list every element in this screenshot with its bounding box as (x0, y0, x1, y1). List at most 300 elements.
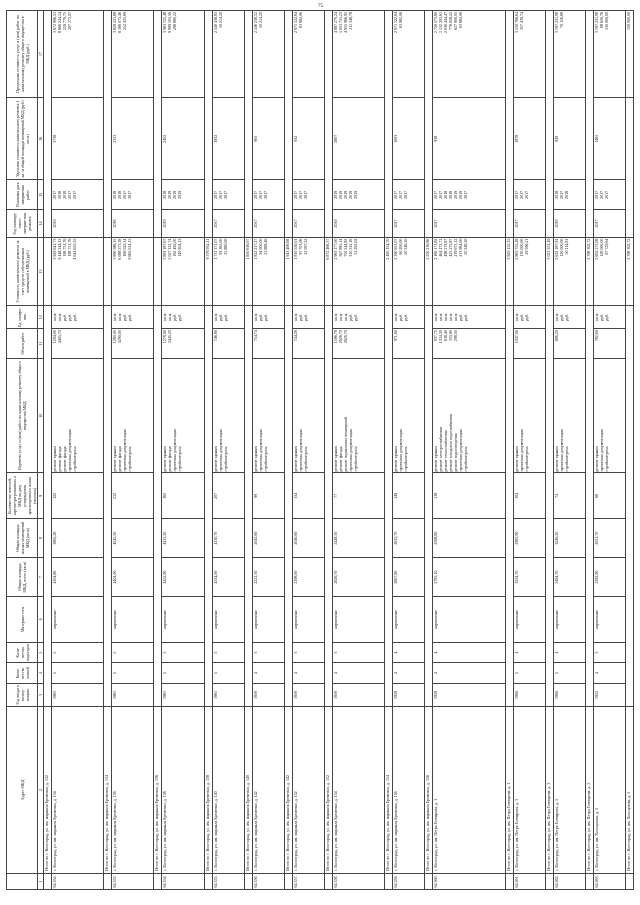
row-number: 64.354. (162, 873, 204, 889)
unit-cost: 1878 (513, 98, 545, 180)
header-cell: Коли-чество этажей (7, 663, 38, 684)
planned-date-line: 2019 (172, 190, 178, 199)
unit-line: кв.м (112, 313, 118, 321)
planned-date-line: 2018 (62, 190, 67, 199)
row-number: 64.355. (212, 873, 244, 889)
living-area: 2040,60 (292, 519, 324, 558)
address: г. Волгоград, ул. им. маршала Еременко, д. 156 (393, 706, 425, 873)
cost-line: 5 027 122,74 (167, 238, 173, 260)
planned-date-line: 2017 (292, 190, 298, 199)
unit-line: руб. (127, 313, 133, 321)
total-label: Итого по г. Волгоград, ул. им. маршала Еременко, д. 132 (44, 706, 52, 873)
cost (112, 237, 154, 306)
works (162, 358, 204, 472)
cost-line: 192 492,00 (172, 238, 178, 257)
unit (292, 306, 324, 329)
planned-date-line: 2017 (212, 190, 218, 199)
total-cost: 1 850 616,07 (244, 237, 252, 306)
planned-date-line: 2019 (458, 190, 464, 199)
total-spacer (204, 11, 212, 238)
address: г. Волгоград, ул. им. маршала Еременко, д. 136 (112, 706, 154, 873)
address: г. Волгоград, ул. им. Петра Гончарова, д. 3 (513, 706, 545, 873)
cost-line: 239 675,12 (453, 238, 459, 257)
works-line: ремонт крыши (52, 446, 57, 472)
total-label: Итого по г. Волгоград, ул. им. маршала Еременко, д. 142 (284, 706, 292, 873)
works-line: проектная документация (518, 429, 524, 472)
total-cost: 3 023 351,49 (545, 237, 553, 306)
limit-cost-line: 1 132 203,61 (438, 12, 444, 33)
row-num-empty (284, 873, 292, 889)
total-spacer (284, 11, 292, 238)
residents: 232 (112, 473, 154, 519)
total-spacer (585, 306, 593, 707)
year-built: 1961 (112, 684, 154, 707)
volume-line: 2626,70 (342, 330, 348, 344)
planned-date-line: 2017 (122, 190, 128, 199)
column-number: 1 (38, 873, 44, 889)
cost-line: 67 729,64 (603, 238, 609, 255)
works (252, 358, 284, 472)
limit-cost (393, 11, 425, 98)
row-num-empty (44, 873, 52, 889)
address: г. Волгоград, ул. им. маршала Еременко, д. 134 (52, 706, 104, 873)
residents: 99 (252, 473, 284, 519)
year-built: 1959 (292, 684, 324, 707)
floors: 5 (52, 663, 104, 684)
cost-line: 1 810 550,01 (292, 238, 298, 260)
volume-line: 3290,00 (117, 330, 123, 344)
living-area: 2448,50 (332, 519, 384, 558)
address: г. Волгоград, ул. им. маршала Еременко, д. 140 (212, 706, 244, 873)
limit-cost-line: 259 779,75 (62, 12, 67, 30)
table-row (433, 11, 505, 890)
volume (162, 329, 204, 359)
total-label: Итого по г. Волгоград, ул. им. Петра Гончарова, д. 1 (505, 706, 513, 873)
planned-date-line: 2017 (67, 190, 72, 199)
volume-line: 333,90 (448, 330, 454, 342)
unit-line: руб. (403, 313, 409, 321)
cost-line: 2 602 573,08 (593, 238, 599, 260)
unit (252, 306, 284, 329)
planned-date-line: 2017 (222, 190, 228, 199)
volume (593, 329, 625, 359)
total-row (385, 11, 393, 890)
limit-cost-line: 2 971 122,64 (292, 12, 298, 33)
limit-cost-line: 211 348,78 (347, 12, 353, 30)
wall-material: кирпичные (393, 597, 425, 643)
total-cost: 2 798 302,72 (585, 237, 593, 306)
wall-material: кирпичные (112, 597, 154, 643)
unit-line: кв.м (117, 313, 123, 321)
limit-cost-line: 3 672 996,51 (52, 12, 57, 33)
header-cell: Ед. измере-ния (7, 306, 38, 329)
row-number: 64.359. (393, 873, 425, 889)
total-spacer (385, 306, 393, 707)
unit-line: руб. (72, 313, 77, 321)
completion-year: 2017 (292, 210, 324, 237)
cost-line: 21 889,46 (262, 238, 268, 255)
total-label: Итого по г. Волгоград, ул. им. Петра Гончарова, д. 5 (585, 706, 593, 873)
entrances: 3 (332, 642, 384, 663)
limit-cost-line: 2 971 122,64 (393, 12, 399, 33)
floors: 4 (593, 663, 625, 684)
cost-line: 22 097,52 (302, 238, 308, 255)
residents: 134 (292, 473, 324, 519)
total-cost: 2 250 216,86 (425, 237, 433, 306)
unit (553, 306, 585, 329)
limit-cost-line: 4 887 270,24 (332, 12, 338, 33)
capital-repair-table (6, 10, 634, 890)
entrances: 4 (393, 642, 425, 663)
total-spacer (244, 11, 252, 238)
total-row (44, 11, 52, 890)
total-area: 4104,80 (52, 558, 104, 597)
table-row (52, 11, 104, 890)
header-cell: Количество жителей, зарегистри-рованных в МКД на дату утверждения краткосрочного плана (человек) (7, 473, 38, 519)
limit-cost (52, 11, 104, 98)
unit (212, 306, 244, 329)
total-label: Итого по г. Волгоград, ул. им. маршала Еременко, д. 138 (204, 706, 212, 873)
row-num-empty (154, 873, 162, 889)
planned-date (252, 180, 284, 210)
planned-date-line: 2017 (72, 190, 77, 199)
cost-line: 126 000,00 (558, 238, 564, 257)
unit-line: кв.м (52, 313, 57, 321)
unit-line: кв.м (342, 313, 348, 321)
works-line: стройконтроль (222, 446, 228, 472)
works-line: проектная документация (172, 429, 178, 472)
residents: 74 (553, 473, 585, 519)
total-row (284, 11, 292, 890)
unit-line: кв.м (57, 313, 62, 321)
living-area: 3246,20 (553, 519, 585, 558)
planned-date (292, 180, 324, 210)
year-built: 1959 (433, 684, 505, 707)
planned-date-line: 2019 (332, 190, 338, 199)
total-spacer (425, 306, 433, 707)
limit-cost-line: 776 058,22 (448, 12, 454, 30)
limit-cost-line: 8 166 075,46 (117, 12, 123, 33)
table-row (162, 11, 204, 890)
unit-line: руб. (458, 313, 464, 321)
volume-line: 1596,78 (332, 330, 338, 344)
total-area: 3494,70 (553, 558, 585, 597)
volume (292, 329, 324, 359)
unit-line: кв.м (393, 313, 399, 321)
works-line: ремонт крыши (393, 446, 399, 472)
volume-line: 3445,20 (167, 330, 173, 344)
volume-line: 1334,30 (438, 330, 444, 344)
volume-line: 2626,70 (337, 330, 343, 344)
column-number: 4 (38, 663, 44, 684)
table-row (513, 11, 545, 890)
column-number: 5 (38, 642, 44, 663)
total-area: 4534,00 (212, 558, 244, 597)
planned-date-line: 2018 (112, 190, 118, 199)
column-number: 12 (38, 306, 44, 329)
row-num-empty (104, 873, 112, 889)
works (593, 358, 625, 472)
works-line: проектная документация (558, 429, 564, 472)
planned-date-line: 2018 (117, 190, 123, 199)
planned-date-line: 2019 (342, 190, 348, 199)
table-row (593, 11, 625, 890)
planned-date-line: 2017 (438, 190, 444, 199)
limit-cost-line: 3 963 725,48 (162, 12, 168, 33)
unit (513, 306, 545, 329)
cost (52, 237, 104, 306)
column-number: 8 (38, 519, 44, 558)
volume-line: 754,74 (252, 330, 258, 342)
works (433, 358, 505, 472)
unit (433, 306, 505, 329)
total-label: Итого по г. Волгоград, ул. им. маршала Еременко, д. 156 (425, 706, 433, 873)
works-line: проектная документация (347, 429, 353, 472)
total-area: 3254,70 (513, 558, 545, 597)
completion-year: 2017 (212, 210, 244, 237)
works-line: стройконтроль (403, 446, 409, 472)
works (393, 358, 425, 472)
volume-line: 1278,00 (162, 330, 168, 344)
volume-line: 1294,00 (52, 330, 57, 344)
total-cost (44, 237, 52, 306)
limit-cost-line: 357 439,74 (518, 12, 524, 30)
unit-line: кв.м (443, 313, 449, 321)
completion-year: 2019 (162, 210, 204, 237)
works-line: стройконтроль (352, 446, 358, 472)
wall-material: кирпичные (52, 597, 104, 643)
total-spacer (104, 306, 112, 707)
residents: 104 (513, 473, 545, 519)
unit-line: кв.м (553, 313, 559, 321)
total-area: 4452,90 (162, 558, 204, 597)
total-spacer (545, 306, 553, 707)
limit-cost-line: 3 197 231,98 (593, 12, 599, 33)
planned-date-line: 2017 (393, 190, 399, 199)
planned-date-line: 2017 (262, 190, 268, 199)
total-row (204, 11, 212, 890)
works-line: стройконтроль (523, 446, 529, 472)
limit-cost (162, 11, 204, 98)
total-cost: 6 872 466,37 (324, 237, 332, 306)
cost-line: 60 200,00 (398, 238, 404, 255)
planned-date (162, 180, 204, 210)
cost-line: 2 390 951,07 (393, 238, 399, 260)
year-built: 1960 (553, 684, 585, 707)
floors: 4 (252, 663, 284, 684)
total-area: 4404,00 (112, 558, 154, 597)
column-number: 2 (38, 706, 44, 873)
wall-material: кирпичные (292, 597, 324, 643)
floors: 4 (292, 663, 324, 684)
residents: 66 (593, 473, 625, 519)
unit (112, 306, 154, 329)
works-line: стройконтроль (563, 446, 569, 472)
column-number: 14 (38, 210, 44, 237)
completion-year: 2017 (433, 210, 505, 237)
cost-line: 149 954,13 (177, 238, 183, 257)
total-cost (154, 237, 162, 306)
column-number: 9 (38, 473, 44, 519)
address: г. Волгоград, ул. им. Петра Гончарова, д. 5 (553, 706, 585, 873)
living-area: 2045,60 (252, 519, 284, 558)
planned-date-line: 2017 (518, 190, 524, 199)
total-spacer (425, 11, 433, 238)
planned-date-line: 2017 (297, 190, 303, 199)
year-built: 1961 (212, 684, 244, 707)
total-row (585, 11, 593, 890)
planned-date-line: 2017 (257, 190, 263, 199)
cost (553, 237, 585, 306)
works-line: ремонт крыши (252, 446, 258, 472)
unit-line: руб. (523, 313, 529, 321)
cost (212, 237, 244, 306)
table-row (112, 11, 154, 890)
works (292, 358, 324, 472)
total-label: Итого по г. Волгоград, ул. им. Петра Гончарова, д. 3 (545, 706, 553, 873)
limit-cost-line: 1 053 755,23 (337, 12, 343, 33)
cost-line: 166 022,34 (122, 238, 128, 257)
limit-cost-line: 252 455,69 (122, 12, 128, 30)
cost-line: 498 279,87 (443, 238, 449, 257)
works-line: стройконтроль (603, 446, 609, 472)
column-number: 16 (38, 98, 44, 180)
limit-cost (112, 11, 154, 98)
row-number: 64.361. (513, 873, 545, 889)
cost-line: 425 275,87 (448, 238, 454, 257)
planned-date-line: 2018 (162, 190, 168, 199)
cost-line: 31 292,02 (352, 238, 358, 255)
unit-cost: 1932 (212, 98, 244, 180)
total-area: 2785,10 (433, 558, 505, 597)
limit-cost-line: 2 720 573,80 (433, 12, 439, 33)
row-number: 64.358. (332, 873, 384, 889)
volume (393, 329, 425, 359)
total-spacer (44, 306, 52, 707)
limit-cost (513, 11, 545, 98)
unit (332, 306, 384, 329)
living-area: 3865,26 (52, 519, 104, 558)
total-label: Итого по г. Волгоград, ул. им. маршала Еременко, д. 154 (385, 706, 393, 873)
entrances: 3 (593, 642, 625, 663)
total-cost: 2 495 154,70 (385, 237, 393, 306)
planned-date-line: 2019 (337, 190, 343, 199)
works-line: ремонт электроснабжения (438, 426, 444, 472)
year-built: 1961 (162, 684, 204, 707)
limit-cost-line: 4 855 966,95 (342, 12, 348, 33)
cost-line: 4 644 655,55 (72, 238, 77, 260)
total-row (626, 11, 634, 890)
total-spacer (284, 306, 292, 707)
header-cell: Перечень услуг и (или) работ по капитальному ремонту общего имущества МКД (7, 358, 38, 472)
unit-line: кв.м (292, 313, 298, 321)
entrances: 4 (433, 642, 505, 663)
works-line: ремонт теплоснабжения (443, 430, 449, 472)
unit-cost: 905 (252, 98, 284, 180)
limit-cost (593, 11, 625, 98)
limit-cost-line: 50 214,20 (257, 12, 263, 28)
header-cell: Удельная стоимость капитального ремонта 1 кв. м общей площади помещений МКД (руб./кв.м.) (7, 98, 38, 180)
residents: 122 (52, 473, 104, 519)
limit-cost-line: 50 214,20 (217, 12, 223, 28)
unit-cost: 1465 (593, 98, 625, 180)
total-area: 2221,30 (252, 558, 284, 597)
works-line: проектная документация (458, 429, 464, 472)
planned-date (112, 180, 154, 210)
wall-material: кирпичные (513, 597, 545, 643)
row-num-empty (385, 873, 393, 889)
planned-date-line: 2019 (352, 190, 358, 199)
unit-line: руб. (518, 313, 524, 321)
unit (52, 306, 104, 329)
unit (393, 306, 425, 329)
total-cost: 1 943 406,68 (284, 237, 292, 306)
total-spacer (154, 11, 162, 238)
works-line: проектная документация (297, 429, 303, 472)
completion-year: 2017 (252, 210, 284, 237)
column-number: 6 (38, 597, 44, 643)
limit-cost-line: 70 116,68 (558, 12, 564, 28)
unit-line: руб. (558, 313, 564, 321)
works-line: ремонт крыши (513, 446, 519, 472)
table-row (393, 11, 425, 890)
cost (393, 237, 425, 306)
column-number: 7 (38, 558, 44, 597)
limit-cost-line: 207 173,07 (67, 12, 72, 30)
floors: 5 (553, 663, 585, 684)
planned-date-line: 2017 (252, 190, 258, 199)
cost-line: 1 731 371,07 (212, 238, 218, 260)
cost-line: 128 000,00 (598, 238, 604, 257)
limit-cost-line: 63 982,06 (297, 12, 303, 28)
limit-cost-line: 3 530 766,64 (513, 12, 519, 33)
total-area: 2626,70 (332, 558, 384, 597)
cost (252, 237, 284, 306)
cost-line: 2 622 187,91 (553, 238, 559, 260)
volume-line: 746,90 (212, 330, 218, 342)
unit-line: руб. (347, 313, 353, 321)
unit-line: руб. (302, 313, 308, 321)
works-line: ремонт подвальных помещений (342, 417, 348, 472)
row-num-empty (204, 873, 212, 889)
residents: 149 (393, 473, 425, 519)
living-area: 4130,70 (212, 519, 244, 558)
floors: 5 (112, 663, 154, 684)
living-area: 2051,70 (593, 519, 625, 558)
works-line: ремонт крыши (112, 446, 118, 472)
cost-line: 567 885,14 (337, 238, 343, 257)
limit-cost (212, 11, 244, 98)
entrances: 4 (513, 642, 545, 663)
unit-line: руб. (297, 313, 303, 321)
limit-cost-line: 63 982,06 (398, 12, 404, 28)
works-line: ремонт крыши (292, 446, 298, 472)
works (332, 358, 384, 472)
volume-line: 782,60 (593, 330, 599, 342)
header-cell: Коли-чество подъездов (7, 642, 38, 663)
planned-date (593, 180, 625, 210)
works-line: ремонт крыши (553, 446, 559, 472)
unit-line: кв.м (167, 313, 173, 321)
table-row (553, 11, 585, 890)
cost-line: 198 751,76 (62, 238, 67, 257)
limit-cost-line: 2 346 238,52 (252, 12, 258, 33)
unit-cost: 938 (433, 98, 505, 180)
unit-line: руб. (463, 313, 469, 321)
works-line: стройконтроль (463, 446, 469, 472)
address: г. Волгоград, ул. им. маршала Еременко, д. 154 (332, 706, 384, 873)
wall-material: кирпичные (593, 597, 625, 643)
